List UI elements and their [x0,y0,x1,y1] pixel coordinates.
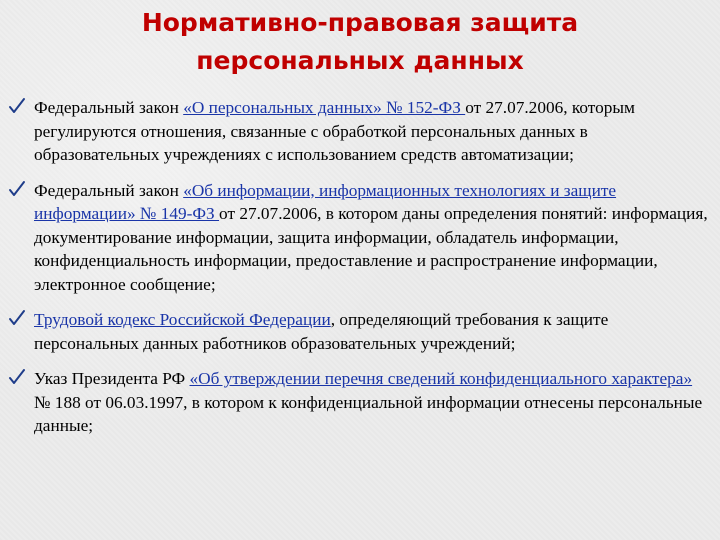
checkmark-icon [8,96,26,116]
list-item-decree-188 [6,367,712,438]
item-suffix: № 188 от 06.03.1997, в котором к конфиденциальной информации отнесены персональные данные; [34,392,703,435]
item-suffix: , определяющий требования к защите персональных данных работников образовательных учреждений; [34,310,609,353]
list-item-labor-code [6,308,712,355]
legal-acts-list [6,96,712,450]
item-suffix: от 27.07.2006, которым регулируются отношения, связанные с обработкой персональных данных в образовательных учреждениях с использованием средств автоматизации; [34,98,635,164]
item-prefix: Федеральный закон [34,180,184,200]
checkmark-icon [8,367,26,387]
law-152-link[interactable]: «О персональных данных» № 152-ФЗ [183,98,466,117]
law-149-link[interactable]: «Об информации, информационных технологиях и защите информации» № 149-ФЗ [34,180,617,223]
item-suffix: от 27.07.2006, в котором даны определения понятий: информация, документирование информации, защита информации, обладатель информации, конфиденциальность информации, предоставление и распространение информации, электронное сообщение; [34,204,708,294]
title-line-1: Нормативно-правовая защита [141,8,579,37]
checkmark-icon [8,179,26,199]
item-prefix: Федеральный закон [34,98,184,117]
decree-188-link[interactable]: «Об утверждении перечня сведений конфиденциального характера» [189,369,693,388]
title-line-2: персональных данных [196,46,524,75]
list-item-law-149 [6,179,712,297]
list-item-law-152 [6,96,712,167]
labor-code-link[interactable]: Трудовой кодекс Российской Федерации [34,310,331,329]
page-title [0,4,720,80]
item-prefix: Указ Президента РФ [34,369,190,388]
checkmark-icon [8,308,26,328]
